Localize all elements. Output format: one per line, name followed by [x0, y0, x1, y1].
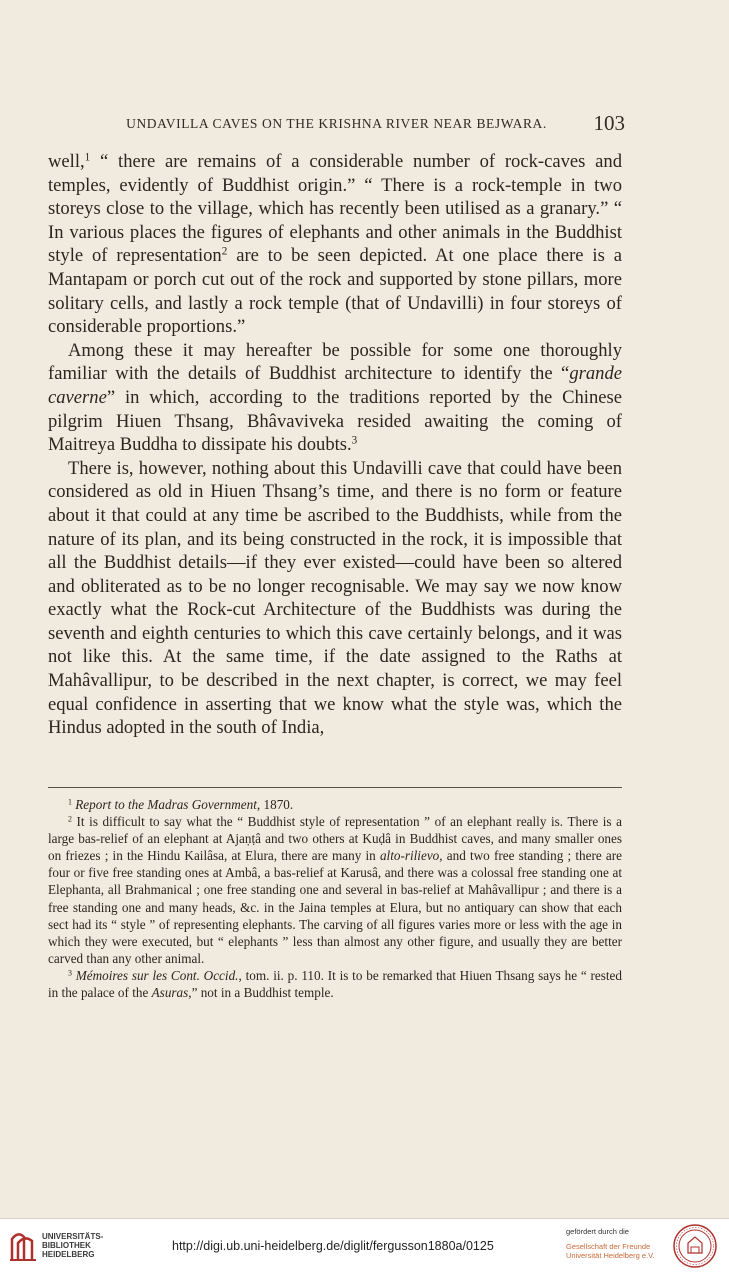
footnote-2: $^2$ It is difficult to say what the “ Buddhist style of representation ” of an elephant really is. There is a large bas-relief of an elephant at Ajaṇṭâ and two others at Kuḍâ in Buddhist caves, and many smaller ones on friezes ; in the Hindu Kailâsa, at Elura, there are many in alto-rilievo, and two free standing ; there are four or five free standing ones at Ambâ, a bas-relief at Karusâ, and there was a colossal free standing one at Elephanta, all Brahmanical ; one free standing one and several in bas-relief at Mahâvallipur ; and there is a free standing one and many heads, &c. in the Jaina temples at Elura, but no antiquary can show that each sect had its “ style ” of representing elephants. The carving of all figures varies more or less with the age in which they were executed, but “ elephants ” less than almost any other figure, and usually they are better carved than any other animal.: [48, 814, 622, 966]
body-text: [48, 150, 622, 740]
university-seal-icon[interactable]: [672, 1223, 718, 1269]
society-name[interactable]: Gesellschaft der Freunde Universität Heidelberg e.V.: [566, 1242, 655, 1260]
footnote-ref-3[interactable]: 3: [351, 434, 358, 447]
footnote-3: $^3$ Mémoires sur les Cont. Occid., tom. ii. p. 110. It is to be remarked that Hiuen Thsang says he “ rested in the palace of the Asuras,” not in a Buddhist temple.: [48, 967, 623, 1001]
running-title: UNDAVILLA CAVES ON THE KRISHNA RIVER NEAR BEJWARA.: [126, 116, 547, 131]
footnote-1: $^1$ Report to the Madras Government, 1870.: [68, 797, 294, 812]
university-library-logo[interactable]: [8, 1229, 38, 1263]
paragraph-2: Among these it may hereafter be possible for some one thoroughly familiar with the details of Buddhist architecture to identify the “grande caverne” in which, according to the traditions reported by the Chinese pilgrim Hiuen Thsang, Bhâvaviveka resided awaiting the coming of Maitreya Buddha to dissipate his doubts.$^3$: [48, 339, 622, 456]
page-number: 103: [593, 111, 625, 135]
permalink-url[interactable]: http://digi.ub.uni-heidelberg.de/diglit/fergusson1880a/0125: [172, 1239, 494, 1253]
funded-by-label: gefördert durch die: [566, 1227, 629, 1236]
paragraph-3: There is, however, nothing about this Undavilli cave that could have been considered as old in Hiuen Thsang’s time, and there is no form or feature about it that could at any time be ascribed to the Buddhists, while from the nature of its plan, and its being constructed in the rock, it is impossible that all the Buddhist details—if they ever existed—could have been so altered and obliterated as to be no longer recognisable. We may say we now know exactly what the Rock-cut Architecture of the Buddhists was during the seventh and eighth centuries to which this cave certainly belongs, and it was not like this. At the same time, if the date assigned to the Raths at Mahâvallipur, to be described in the next chapter, is correct, we may feel equal confidence in asserting that we know what the style was, which the Hindus adopted in the south of India,: [48, 457, 622, 739]
viewer-footer: [0, 1218, 729, 1273]
footnote-ref-1[interactable]: 1: [84, 151, 91, 164]
paragraph-1: well,$^1$ “ there are remains of a considerable number of rock-caves and temples, evidently of Buddhist origin.” “ There is a rock-temple in two storeys close to the village, which has recently been utilised as a granary.” “ In various places the figures of elephants and other animals in the Buddhist style of representation$^2$ are to be seen depicted. At one place there is a Mantapam or porch cut out of the rock and supported by stone pillars, more solitary cells, and lastly a rock temple (that of Undavilli) in four storeys of considerable proportions.”: [48, 151, 622, 338]
footnotes: [48, 796, 622, 1001]
footnote-ref-2[interactable]: 2: [221, 245, 228, 258]
footnote-divider: [48, 787, 622, 788]
library-name: UNIVERSITÄTS- BIBLIOTHEK HEIDELBERG: [42, 1232, 104, 1259]
